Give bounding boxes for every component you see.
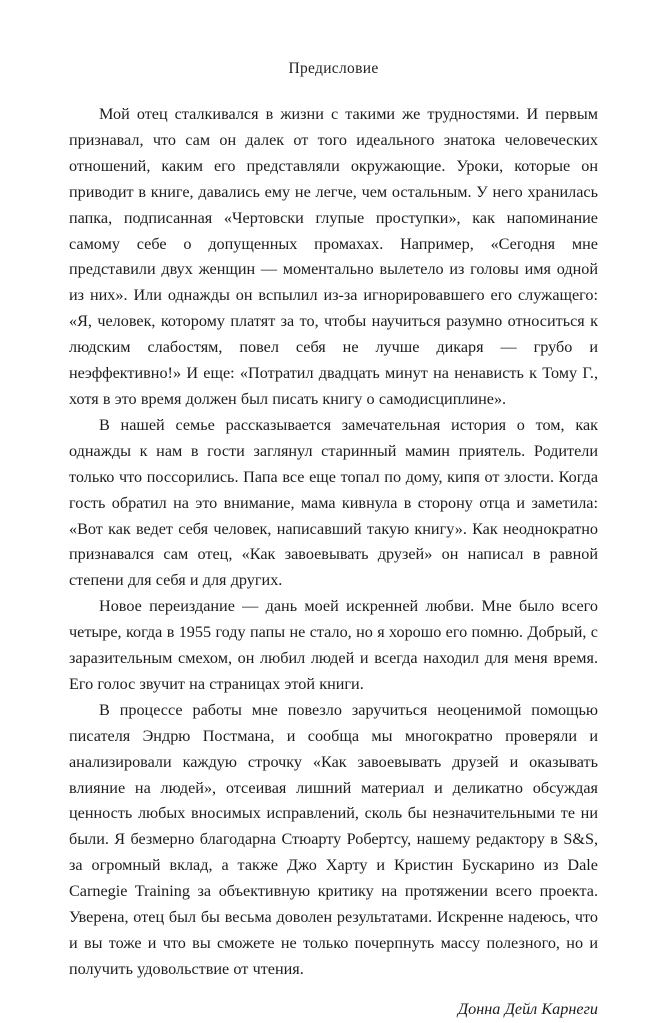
chapter-header: Предисловие [288, 60, 379, 77]
paragraph-2: В нашей семье рассказывается замечательная история о том, как однажды к нам в гости заглянул старинный мамин приятель. Родители только что поссорились. Папа все еще топал по дому, кипя от злости. Когда гость обратил на это внимание, мама кивнула в сторону отца и заметила: «Вот как ведет себя человек, написавший такую книгу». Как неоднократно признавался сам отец, «Как завоевывать друзей» он написал в равной степени для себя и для других. [69, 415, 598, 590]
paragraph-3: Новое переиздание — дань моей искренней любви. Мне было всего четыре, когда в 1955 году папы не стало, но я хорошо его помню. Добрый, с заразительным смехом, он любил людей и всегда находил для меня время. Его голос звучит на страницах этой книги. [69, 597, 598, 693]
author-signature: Донна Дейл Карнеги [457, 999, 598, 1018]
paragraph-1: Мой отец сталкивался в жизни с такими же трудностями. И первым признавал, что сам он далек от того идеального знатока человеческих отношений, каким его представляли окружающие. Уроки, которые он приводит в книге, давались ему не легче, чем остальным. У него хранилась папка, подписанная «Чертовски глупые проступки», как напоминание самому себе о допущенных промахах. Например, «Сегодня мне представили двух женщин — моментально вылетело из головы имя одной из них». Или однажды он вспылил из-за игнорировавшего его служащего: «Я, человек, которому платят за то, чтобы научиться разумно относиться к людским слабостям, повел себя не лучше дикаря — грубо и неэффективно!» И еще: «Потратил двадцать минут на ненависть к Тому Г., хотя в это время должен был писать книгу о самодисциплине». [69, 105, 598, 408]
text-block [69, 102, 598, 1023]
paragraph-4: В процессе работы мне повезло заручиться неоценимой помощью писателя Эндрю Постмана, и сообща мы многократно проверяли и анализировали каждую строчку «Как завоевывать друзей и оказывать влияние на людей», отсеивая лишний материал и деликатно обсуждая ценность любых вносимых исправлений, сколь бы незначительными те ни были. Я безмерно благодарна Стюарту Робертсу, нашему редактору в S&S, за огромный вклад, а также Джо Харту и Кристин Бускарино из Dale Carnegie Training за объективную критику на протяжении всего проекта. Уверена, отец был бы весьма доволен результатами. Искренне надеюсь, что и вы тоже и что вы сможете не только почерпнуть массу полезного, но и получить удовольствие от чтения. [69, 700, 598, 978]
